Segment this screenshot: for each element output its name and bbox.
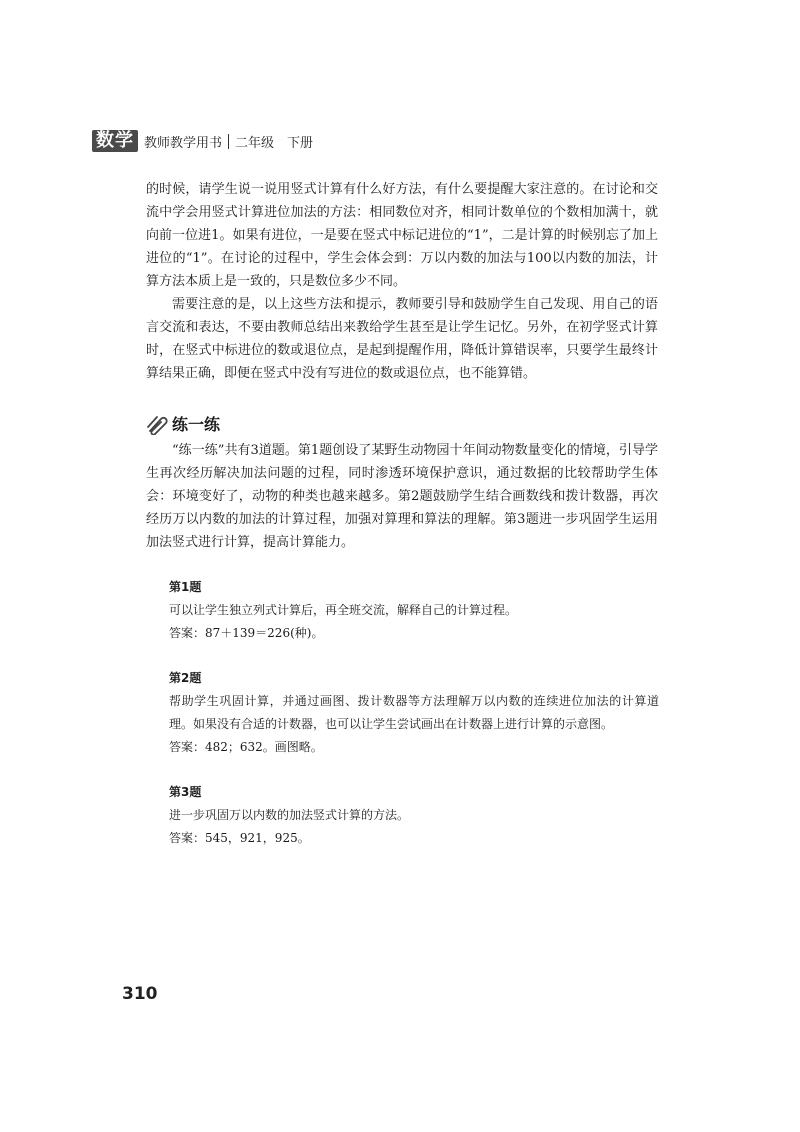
subject-logo: 数学 <box>92 130 138 152</box>
exercise-text: 帮助学生巩固计算，并通过画图、拨计数器等方法理解万以内数的连续进位加法的计算道理。如果没有合适的计数器，也可以让学生尝试画出在计数器上进行计算的示意图。 <box>169 694 659 731</box>
exercise-3 <box>169 781 659 850</box>
header-divider <box>228 134 229 149</box>
exercise-text: 进一步巩固万以内数的加法竖式计算的方法。 <box>169 808 410 822</box>
paperclip-icon <box>146 415 170 435</box>
exercise-answer: 答案：545，921，925。 <box>169 831 310 845</box>
exercise-title: 第3题 <box>169 785 202 799</box>
exercise-answer: 答案：482；632。画图略。 <box>169 740 323 754</box>
exercise-title: 第1题 <box>169 580 202 594</box>
book-title: 教师教学用书 <box>144 135 223 151</box>
exercise-title: 第2题 <box>169 671 202 685</box>
exercise-2 <box>169 667 659 759</box>
page-number: 310 <box>122 984 158 1004</box>
section-heading <box>146 413 658 437</box>
grade-label: 二年级 下册 <box>235 135 314 151</box>
note-paragraph: 需要注意的是，以上这些方法和提示，教师要引导和鼓励学生自己发现、用自己的语言交流和表达，不要由教师总结出来教给学生甚至是让学生记忆。另外，在初学竖式计算时，在竖式中标进位的数或退位点，是起到提醒作用，降低计算错误率，只要学生最终计算结果正确，即便在竖式中没有写进位的数或退位点，也不能算错。 <box>146 297 658 381</box>
exercise-text: 可以让学生独立列式计算后，再全班交流，解释自己的计算过程。 <box>169 603 518 617</box>
section-title: 练一练 <box>172 415 221 434</box>
exercise-list <box>169 576 659 850</box>
exercise-answer: 答案：87＋139＝226(种)。 <box>169 626 324 640</box>
continued-paragraph: 的时候，请学生说一说用竖式计算有什么好方法，有什么要提醒大家注意的。在讨论和交流中学会用竖式计算进位加法的方法：相同数位对齐，相同计数单位的个数相加满十，就向前一位进1。如果有进位，一是要在竖式中标记进位的“1”，二是计算的时候别忘了加上进位的“1”。在讨论的过程中，学生会体会到：万以内数的加法与100以内数的加法，计算方法本质上是一致的，只是数位多少不同。 <box>146 182 658 289</box>
section-intro: “练一练”共有3道题。第1题创设了某野生动物园十年间动物数量变化的情境，引导学生再次经历解决加法问题的过程，同时渗透环境保护意识，通过数据的比较帮助学生体会：环境变好了，动物的种类也越来越多。第2题鼓励学生结合画数线和拨计数器，再次经历万以内数的加法的计算过程，加强对算理和算法的理解。第3题进一步巩固学生运用加法竖式进行计算，提高计算能力。 <box>146 443 658 550</box>
exercise-1 <box>169 576 659 645</box>
running-header <box>92 130 313 152</box>
page-body <box>146 178 658 850</box>
